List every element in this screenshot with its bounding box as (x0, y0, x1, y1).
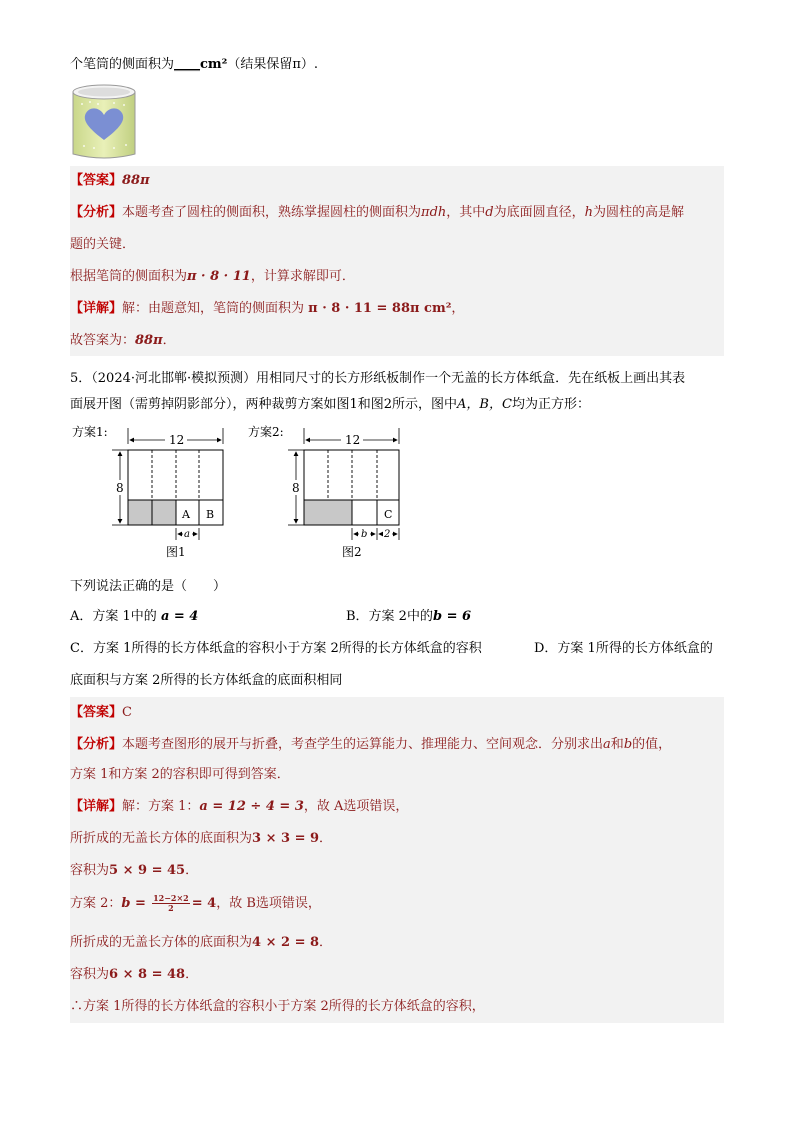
square-c: C (384, 508, 393, 521)
dimension-left: 8 (292, 481, 300, 495)
figure-2-caption: 图2 (342, 545, 362, 559)
q4-analysis-line2: 题的关键． (70, 237, 136, 252)
q5-analysis-line2: 方案 1和方案 2的容积即可得到答案． (70, 767, 290, 782)
intro-note: （结果保留π）. (227, 57, 319, 72)
dimension-2: 2 (384, 529, 391, 540)
fraction: $\frac{12-2\times 2}{2}$ (153, 893, 189, 913)
q4-detail-line1: 【详解】解：由题意知，笔筒的侧面积为 π · 8 · 11 = 88π cm²， (70, 301, 465, 316)
q4-analysis-line1: 【分析】本题考查了圆柱的侧面积，熟练掌握圆柱的侧面积为πdh，其中d为底面圆直径，h为圆柱的高是解 (70, 205, 685, 220)
answer-blank: ____ (174, 57, 201, 72)
detail-tag: 【详解】 (70, 301, 123, 316)
answer-value: C (122, 705, 132, 720)
option-d: D．方案 1所得的长方体纸盒的 (534, 641, 713, 656)
q5-detail-line5: 所折成的无盖长方体的底面积为4 × 2 = 8． (70, 935, 333, 950)
square-a: A (182, 508, 190, 521)
q5-detail-line6: 容积为6 × 8 = 48． (70, 967, 199, 982)
pen-holder-image (70, 82, 138, 164)
q5-detail-line2: 所折成的无盖长方体的底面积为3 × 3 = 9． (70, 831, 333, 846)
intro-text: 个笔筒的侧面积为 (70, 57, 175, 72)
q5-answer (70, 704, 132, 722)
dimension-a: a (184, 529, 190, 540)
square-b: B (206, 508, 215, 521)
dimension-b: b (361, 529, 368, 540)
q4-answer (70, 172, 150, 190)
dimension-top: 12 (345, 433, 361, 447)
figure-2 (246, 422, 416, 562)
q5-detail-line1: 【详解】解：方案 1：a = 12 ÷ 4 = 3，故 A选项错误， (70, 799, 409, 814)
option-d-cont: 底面积与方案 2所得的长方体纸盒的底面积相同 (70, 673, 343, 688)
dimension-top: 12 (169, 433, 185, 447)
answer-value: 88π (122, 173, 150, 188)
q5-detail-line7: ∴方案 1所得的长方体纸盒的容积小于方案 2所得的长方体纸盒的容积， (70, 999, 485, 1014)
detail-tag: 【详解】 (70, 799, 123, 814)
q5-analysis-line1: 【分析】本题考查图形的展开与折叠，考查学生的运算能力、推理能力、空间观念．分别求出a和b的值， (70, 737, 672, 752)
q5-stem-line2: 面展开图（需剪掉阴影部分），两种裁剪方案如图1和图2所示，图中A，B，C均为正方形： (70, 397, 590, 412)
scheme-label: 方案1: (72, 425, 108, 439)
option-b: B．方案 2中的b = 6 (346, 609, 472, 624)
figure-1 (70, 422, 240, 562)
dimension-left: 8 (116, 481, 124, 495)
option-a: A．方案 1中的 a = 4 (70, 609, 199, 624)
q4-detail-line2: 故答案为：88π． (70, 333, 176, 348)
answer-tag: 【答案】 (70, 705, 123, 720)
q5-detail-line4: 方案 2：b = $\frac{12-2\times 2}{2}$ = 4，故 B选项错误， (70, 893, 321, 913)
answer-tag: 【答案】 (70, 173, 123, 188)
q5-stem-line1: 5．（2024·河北邯郸·模拟预测）用相同尺寸的长方形纸板制作一个无盖的长方体纸盒．先在纸板上画出其表 (70, 371, 686, 386)
analysis-tag: 【分析】 (70, 205, 123, 220)
q5-question: 下列说法正确的是（ ） (70, 579, 227, 594)
intro-line (70, 56, 318, 74)
figure-1-caption: 图1 (166, 545, 186, 559)
q4-solution-block (70, 166, 724, 356)
analysis-tag: 【分析】 (70, 737, 123, 752)
unit: cm² (200, 57, 228, 72)
q5-detail-line3: 容积为5 × 9 = 45． (70, 863, 199, 878)
option-c: C．方案 1所得的长方体纸盒的容积小于方案 2所得的长方体纸盒的容积 (70, 641, 482, 656)
q4-analysis-line3: 根据笔筒的侧面积为π · 8 · 11，计算求解即可． (70, 269, 355, 284)
scheme-label: 方案2: (248, 425, 284, 439)
